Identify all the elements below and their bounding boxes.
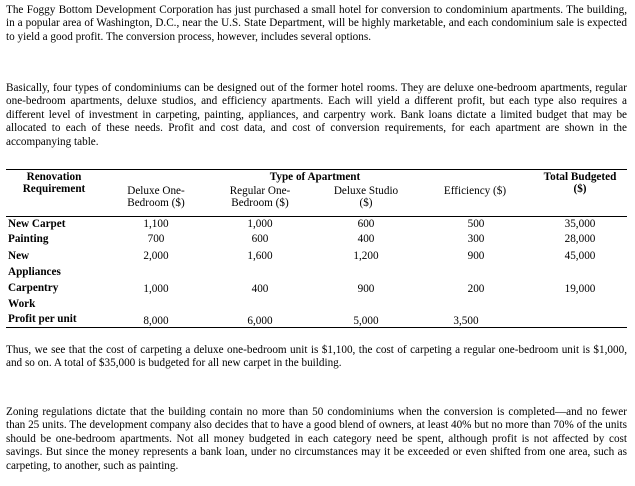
row-label-new-appliances: New Appliances (8, 250, 61, 278)
table-cell: 300 (467, 233, 485, 245)
table-cell: 1,000 (143, 283, 169, 295)
deluxe-one-bedroom-header: Deluxe One- Bedroom ($) (127, 185, 185, 209)
zoning-paragraph: Zoning regulations dictate that the building contain no more than 50 condominiums when the conversion is completed—and no fewer than 25 units. The development company also decides that to have a good blend of owners, at least 40% but no more than 70% of the units should be one-bedroom apartments. Not all money budgeted in each category need be spent, although profit is not affected by cost savings. But since the money represents a bank loan, under no circumstances may it be exceeded or even shifted from one area, such as carpeting, to another, such as painting. (6, 406, 627, 472)
table-cell-total: 28,000 (564, 233, 596, 245)
table-cell: 5,000 (353, 315, 379, 327)
row-label-new-carpet: New Carpet (8, 218, 66, 230)
regular-one-bedroom-header: Regular One- Bedroom ($) (229, 185, 291, 209)
table-cell: 900 (467, 250, 485, 262)
table-cell: 3,500 (453, 315, 479, 327)
row-label-carpentry-work: Carpentry Work (8, 282, 59, 310)
table-cell: 1,100 (143, 218, 169, 230)
type-of-apartment-header: Type of Apartment (269, 171, 361, 183)
table-cell: 900 (357, 283, 375, 295)
table-cell-total: 35,000 (564, 218, 596, 230)
row-label-painting: Painting (8, 233, 49, 245)
table-cell: 8,000 (143, 315, 169, 327)
table-cell: 500 (467, 218, 485, 230)
total-budgeted-header: Total Budgeted ($) (543, 171, 617, 195)
renovation-header: Renovation Requirement (22, 171, 86, 195)
table-cell: 1,600 (247, 250, 273, 262)
example-paragraph: Thus, we see that the cost of carpeting a deluxe one-bedroom unit is $1,100, the cost of carpeting a regular one-bedroom unit is $1,000, and so on. A total of $35,000 is budgeted for all new carpet in the building. (6, 344, 627, 370)
table-cell: 1,200 (353, 250, 379, 262)
table-cell: 400 (357, 233, 375, 245)
table-cell-total: 19,000 (564, 283, 596, 295)
table-cell: 200 (467, 283, 485, 295)
efficiency-header: Efficiency ($) (443, 185, 507, 197)
table-cell: 700 (147, 233, 165, 245)
table-cell: 600 (357, 218, 375, 230)
row-label-profit-per-unit: Profit per unit (8, 313, 77, 325)
table-cell: 400 (251, 283, 269, 295)
table-cell: 6,000 (247, 315, 273, 327)
table-cell: 2,000 (143, 250, 169, 262)
table-cell-total: 45,000 (564, 250, 596, 262)
deluxe-studio-header: Deluxe Studio ($) (333, 185, 399, 209)
apartment-types-paragraph: Basically, four types of condominiums can be designed out of the former hotel rooms. They are deluxe one-bedroom apartments, regular one-bedroom apartments, deluxe studios, and efficiency apartments. Each will yield a different profit, but each type also requires a different level of investment in carpeting, painting, appliances, and carpentry work. Bank loans dictate a limited budget that may be allocated to each of these needs. Profit and cost data, and cost of conversion requirements, for each apartment are shown in the accompanying table. (6, 82, 627, 148)
table-cell: 1,000 (247, 218, 273, 230)
table-cell: 600 (251, 233, 269, 245)
intro-paragraph: The Foggy Bottom Development Corporation has just purchased a small hotel for conversion to condominium apartments. The building, in a popular area of Washington, D.C., near the U.S. State Department, will be highly marketable, and each condominium sale is expected to yield a good profit. The conversion process, however, includes several options. (6, 4, 627, 43)
